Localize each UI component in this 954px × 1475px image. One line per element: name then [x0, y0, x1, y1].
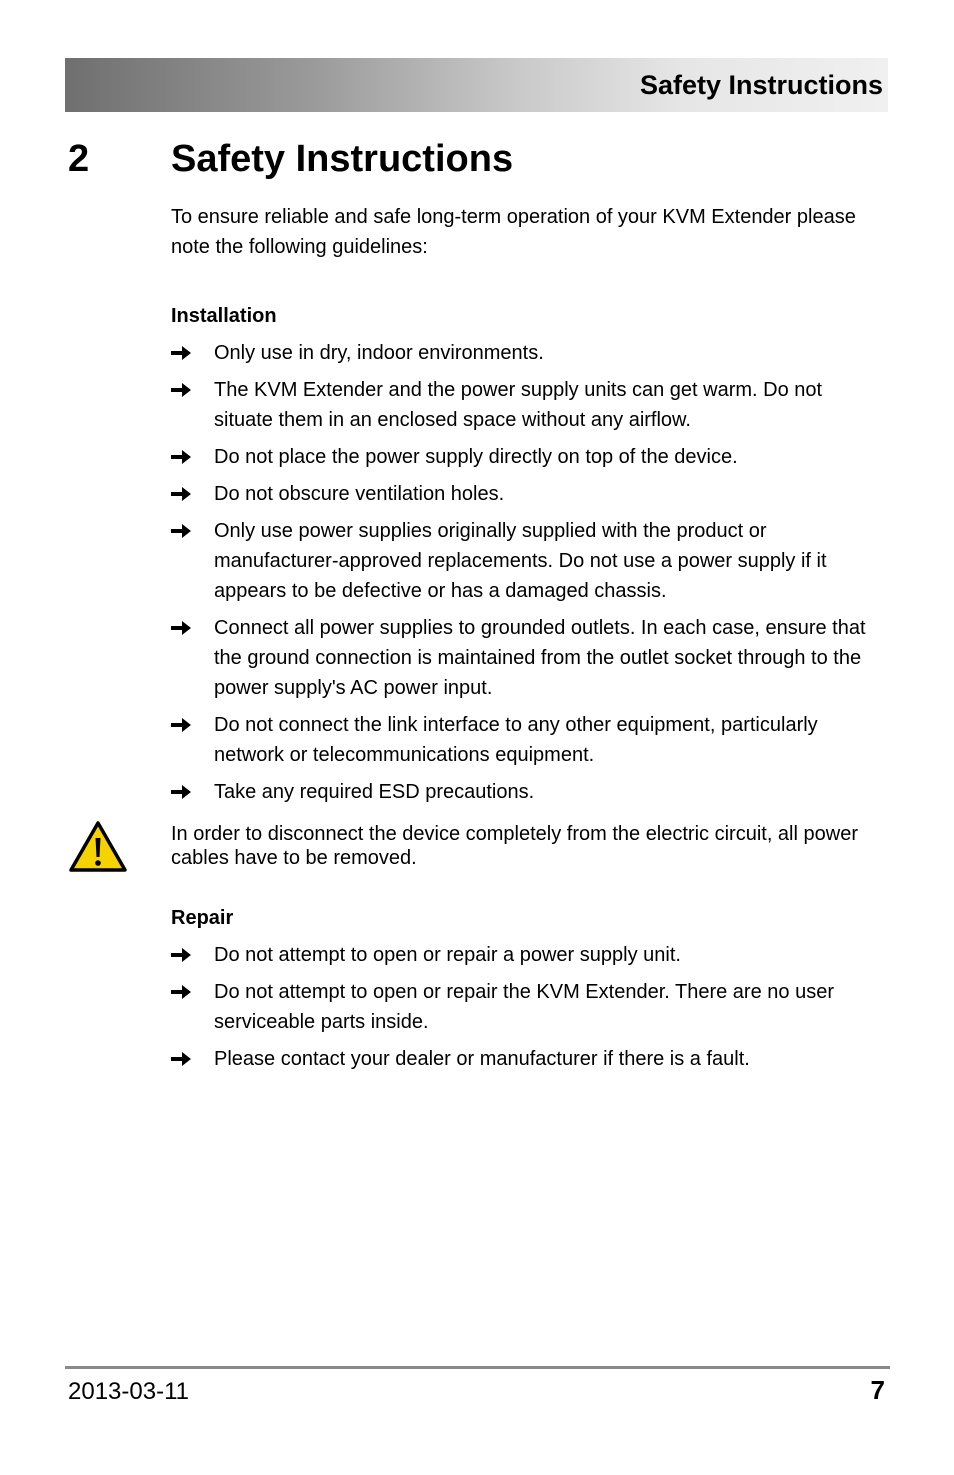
- list-item-text: Only use power supplies originally supplied with the product or manufacturer-approved replacements. Do not use a power supply if it appears to be defective or has a damaged chassis.: [214, 520, 827, 602]
- running-header-title: Safety Instructions: [639, 70, 883, 100]
- list-item: [171, 375, 886, 435]
- list-item: [171, 977, 886, 1037]
- warning-triangle-icon: [69, 821, 127, 873]
- repair-list: [171, 940, 886, 1074]
- list-item: [171, 516, 886, 606]
- arrow-right-icon: [171, 524, 191, 538]
- installation-section: [171, 202, 886, 814]
- chapter-title: Safety Instructions: [171, 138, 514, 180]
- repair-section: [171, 903, 886, 1081]
- arrow-right-icon: [171, 383, 191, 397]
- list-item: [171, 479, 886, 509]
- list-item-text: Do not place the power supply directly on top of the device.: [214, 446, 738, 468]
- list-item-text: Take any required ESD precautions.: [214, 781, 535, 803]
- chapter-number: 2: [68, 138, 90, 180]
- list-item-text: Only use in dry, indoor environments.: [214, 342, 544, 364]
- arrow-right-icon: [171, 621, 191, 635]
- list-item: [171, 710, 886, 770]
- list-item-text: Do not connect the link interface to any other equipment, particularly network or telecommunications equipment.: [214, 714, 818, 766]
- repair-heading: Repair: [171, 907, 234, 929]
- list-item: [171, 777, 886, 807]
- arrow-right-icon: [171, 985, 191, 999]
- list-item: [171, 940, 886, 970]
- installation-heading: Installation: [171, 305, 277, 327]
- list-item-text: Please contact your dealer or manufacturer if there is a fault.: [214, 1048, 750, 1070]
- list-item-text: Connect all power supplies to grounded outlets. In each case, ensure that the ground connection is maintained from the outlet socket through to the power supply's AC power input.: [214, 617, 866, 699]
- arrow-right-icon: [171, 718, 191, 732]
- arrow-right-icon: [171, 948, 191, 962]
- list-item: [171, 338, 886, 368]
- running-header-bar: [65, 58, 888, 112]
- page-number: 7: [870, 1375, 885, 1405]
- intro-paragraph: To ensure reliable and safe long-term operation of your KVM Extender please note the following guidelines:: [171, 206, 856, 258]
- footer-divider: [65, 1366, 890, 1369]
- list-item: [171, 613, 886, 703]
- arrow-right-icon: [171, 785, 191, 799]
- list-item: [171, 442, 886, 472]
- arrow-right-icon: [171, 487, 191, 501]
- list-item-text: The KVM Extender and the power supply units can get warm. Do not situate them in an enclosed space without any airflow.: [214, 379, 823, 431]
- arrow-right-icon: [171, 1052, 191, 1066]
- list-item-text: Do not attempt to open or repair the KVM Extender. There are no user serviceable parts inside.: [214, 981, 834, 1033]
- list-item-text: Do not attempt to open or repair a power supply unit.: [214, 944, 681, 966]
- arrow-right-icon: [171, 346, 191, 360]
- arrow-right-icon: [171, 450, 191, 464]
- installation-list: [171, 338, 886, 807]
- list-item-text: Do not obscure ventilation holes.: [214, 483, 505, 505]
- list-item: [171, 1044, 886, 1074]
- warning-note: In order to disconnect the device completely from the electric circuit, all power cables have to be removed.: [171, 823, 858, 869]
- footer-date: 2013-03-11: [68, 1378, 189, 1405]
